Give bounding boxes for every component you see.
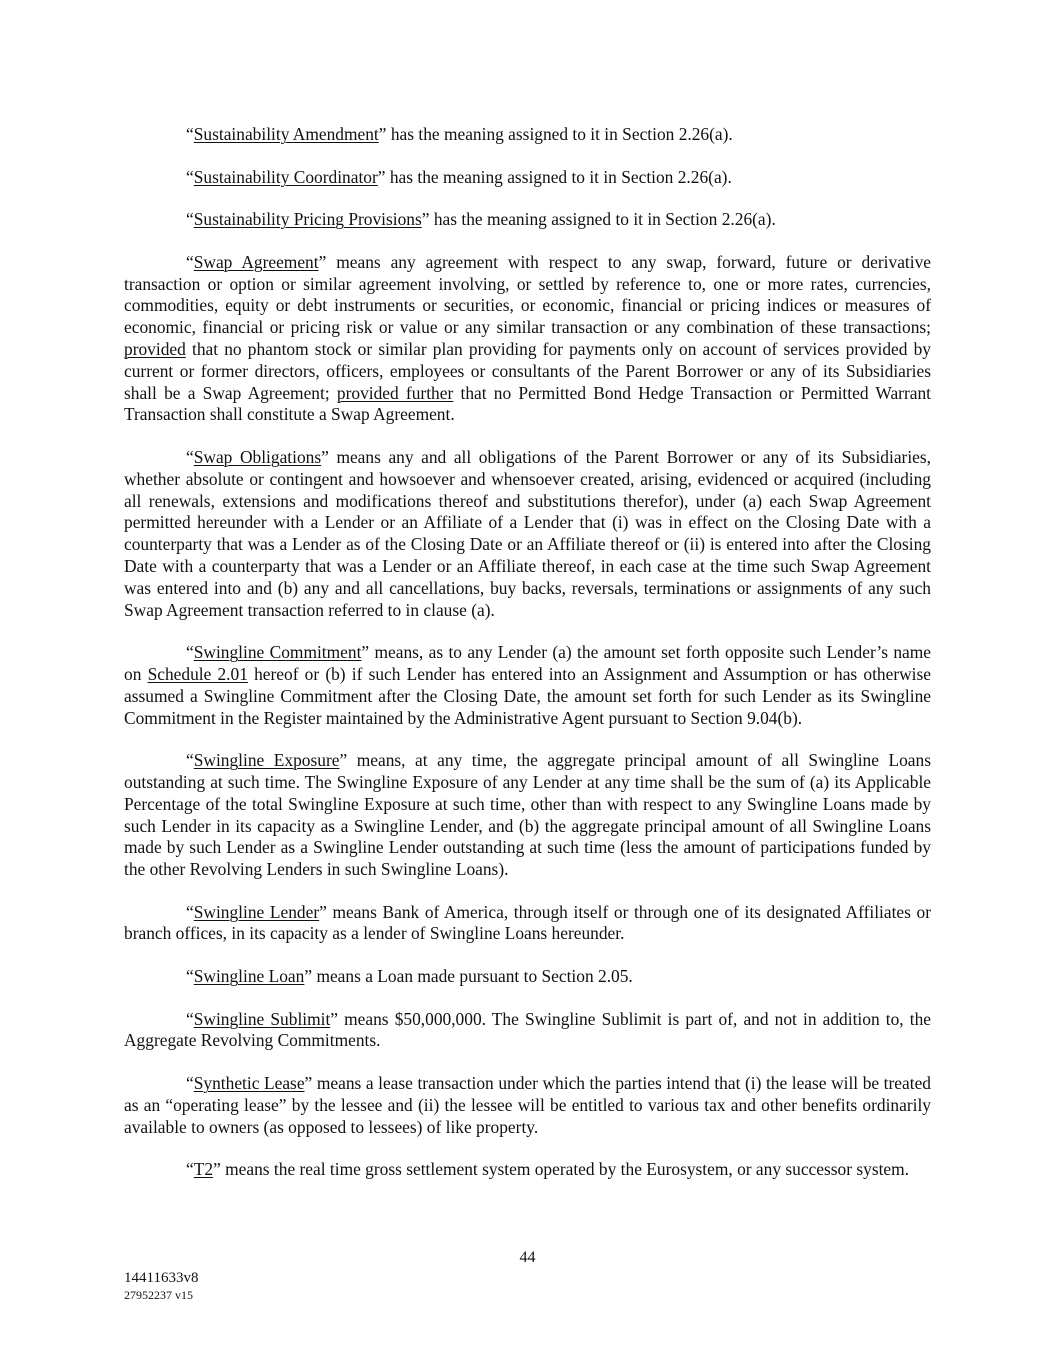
document-id-secondary: 27952237 v15 — [124, 1288, 193, 1302]
definition-text: means a Loan made pursuant to Section 2.05. — [312, 966, 633, 987]
definition-swingline-loan — [124, 966, 931, 988]
definition-text: means the real time gross settlement system operated by the Eurosystem, or any successor system. — [220, 1159, 910, 1180]
document-id: 14411633v8 — [124, 1270, 199, 1286]
close-quote: ” — [321, 446, 329, 467]
defined-term: Swingline Loan — [193, 966, 305, 987]
defined-term: Swap Agreement — [193, 251, 319, 272]
close-quote: ” — [319, 901, 327, 922]
defined-term: Swingline Lender — [193, 901, 320, 922]
open-quote: “ — [186, 642, 194, 663]
definition-swingline-sublimit — [124, 1009, 931, 1053]
definition-text: means any and all obligations of the Parent Borrower or any of its Subsidiaries, whether absolute or contingent and howsoever and whensoever created, arising, evidenced or acquired (including all renewals, extensions and modifications thereof and substitutions therefor), under (a) each Swap Agreement permitted hereunder with a Lender or an Affiliate of a Lender that (i) was in effect on the Closing Date with a counterparty that was a Lender as of the Closing Date or an Affiliate thereof or (ii) is entered into after the Closing Date with a counterparty that was a Lender or an Affiliate thereof, in each case at the time such Swap Agreement was entered into and (b) any and all cancellations, buy backs, reversals, terminations or assignments of any such Swap Agreement transaction referred to in clause (a). — [124, 446, 931, 620]
definition-text: that no Permitted Bond Hedge Transaction or Permitted Warrant Transaction shall constitute a Swap Agreement. — [124, 382, 931, 425]
open-quote: “ — [186, 209, 194, 230]
definition-sustainability-pricing-provisions — [124, 209, 931, 231]
defined-term: Synthetic Lease — [193, 1073, 305, 1094]
defined-term: Sustainability Amendment — [193, 124, 379, 144]
definition-text: that no phantom stock or similar plan providing for payments only on account of services provided by current or former directors, officers, employees or consultants of the Parent Borrower or any of its Subsidiaries shall be a Swap Agreement; — [124, 338, 931, 403]
definition-swap-agreement — [124, 252, 931, 426]
close-quote: ” — [421, 209, 430, 230]
definition-text: means $50,000,000. The Swingline Sublimit is part of, and not in addition to, the Aggregate Revolving Commitments. — [124, 1008, 931, 1051]
proviso-term: provided — [124, 338, 186, 359]
close-quote: ” — [213, 1159, 221, 1180]
definition-text: means, as to any Lender (a) the amount set forth opposite such Lender’s name on — [124, 642, 931, 684]
open-quote: “ — [186, 124, 194, 144]
definition-text: means, at any time, the aggregate principal amount of all Swingline Loans outstanding at such time. The Swingline Exposure of any Lender at any time shall be the sum of (a) its Applicable Percentage of the total Swingline Exposure at such time, other than with respect to any Swingline Loans made by such Lender in its capacity as a Swingline Lender, and (b) the aggregate principal amount of all Swingline Loans made by such Lender as a Swingline Lender outstanding at such time (less the amount of participations funded by the other Revolving Lenders in such Swingline Loans). — [124, 750, 931, 880]
open-quote: “ — [186, 1159, 194, 1180]
document-body — [124, 124, 931, 1202]
close-quote: ” — [304, 966, 313, 987]
definition-text: means Bank of America, through itself or through one of its designated Affiliates or branch offices, in its capacity as a lender of Swingline Loans hereunder. — [124, 901, 932, 944]
defined-term: Sustainability Coordinator — [193, 166, 378, 187]
close-quote: ” — [361, 642, 370, 663]
close-quote: ” — [304, 1073, 313, 1094]
close-quote: ” — [330, 1008, 339, 1029]
definition-text: means any agreement with respect to any swap, forward, future or derivative transaction or option or similar agreement involving, or settled by reference to, one or more rates, currencies, commodities, equity or debt instruments or securities, or economic, financial or pricing indices or measures of economic, financial or pricing risk or value or any similar transaction or any combination of these transactions; — [124, 251, 931, 338]
open-quote: “ — [186, 166, 194, 187]
definition-text: hereof or (b) if such Lender has entered into an Assignment and Assumption or has otherwise assumed a Swingline Commitment after the Closing Date, the amount set forth for such Lender as its Swingline Commitment in the Register maintained by the Administrative Agent pursuant to Section 9.04(b). — [124, 663, 931, 728]
definition-sustainability-coordinator — [124, 167, 931, 189]
open-quote: “ — [186, 901, 194, 922]
open-quote: “ — [186, 446, 194, 467]
open-quote: “ — [186, 251, 194, 272]
open-quote: “ — [186, 966, 194, 987]
close-quote: ” — [377, 166, 386, 187]
close-quote: ” — [339, 750, 348, 771]
open-quote: “ — [186, 750, 194, 771]
definition-swingline-lender — [124, 902, 931, 946]
defined-term: T2 — [193, 1159, 214, 1180]
defined-term: Swingline Sublimit — [193, 1008, 331, 1029]
schedule-reference: Schedule 2.01 — [147, 663, 248, 684]
definition-sustainability-amendment — [124, 124, 931, 146]
close-quote: ” — [318, 251, 327, 272]
definition-synthetic-lease — [124, 1073, 931, 1138]
definition-swingline-commitment — [124, 642, 931, 729]
defined-term: Sustainability Pricing Provisions — [193, 209, 422, 230]
open-quote: “ — [186, 1073, 194, 1094]
page-number: 44 — [519, 1249, 536, 1266]
definition-swap-obligations — [124, 447, 931, 621]
defined-term: Swap Obligations — [193, 446, 322, 467]
definition-text: has the meaning assigned to it in Section 2.26(a). — [385, 166, 732, 187]
open-quote: “ — [186, 1008, 194, 1029]
definition-text: means a lease transaction under which the parties intend that (i) the lease will be treated as an “operating lease” by the lessee and (ii) the lessee will be entitled to various tax and other benefits ordinarily available to owners (as opposed to lessees) of like property. — [124, 1073, 931, 1137]
definition-text: has the meaning assigned to it in Section 2.26(a). — [386, 124, 733, 144]
proviso-term: provided further — [336, 382, 454, 403]
definition-swingline-exposure — [124, 750, 931, 881]
defined-term: Swingline Exposure — [193, 750, 340, 771]
defined-term: Swingline Commitment — [193, 642, 362, 663]
definition-text: has the meaning assigned to it in Section 2.26(a). — [429, 209, 776, 230]
close-quote: ” — [378, 124, 387, 144]
definition-t2 — [124, 1159, 931, 1181]
